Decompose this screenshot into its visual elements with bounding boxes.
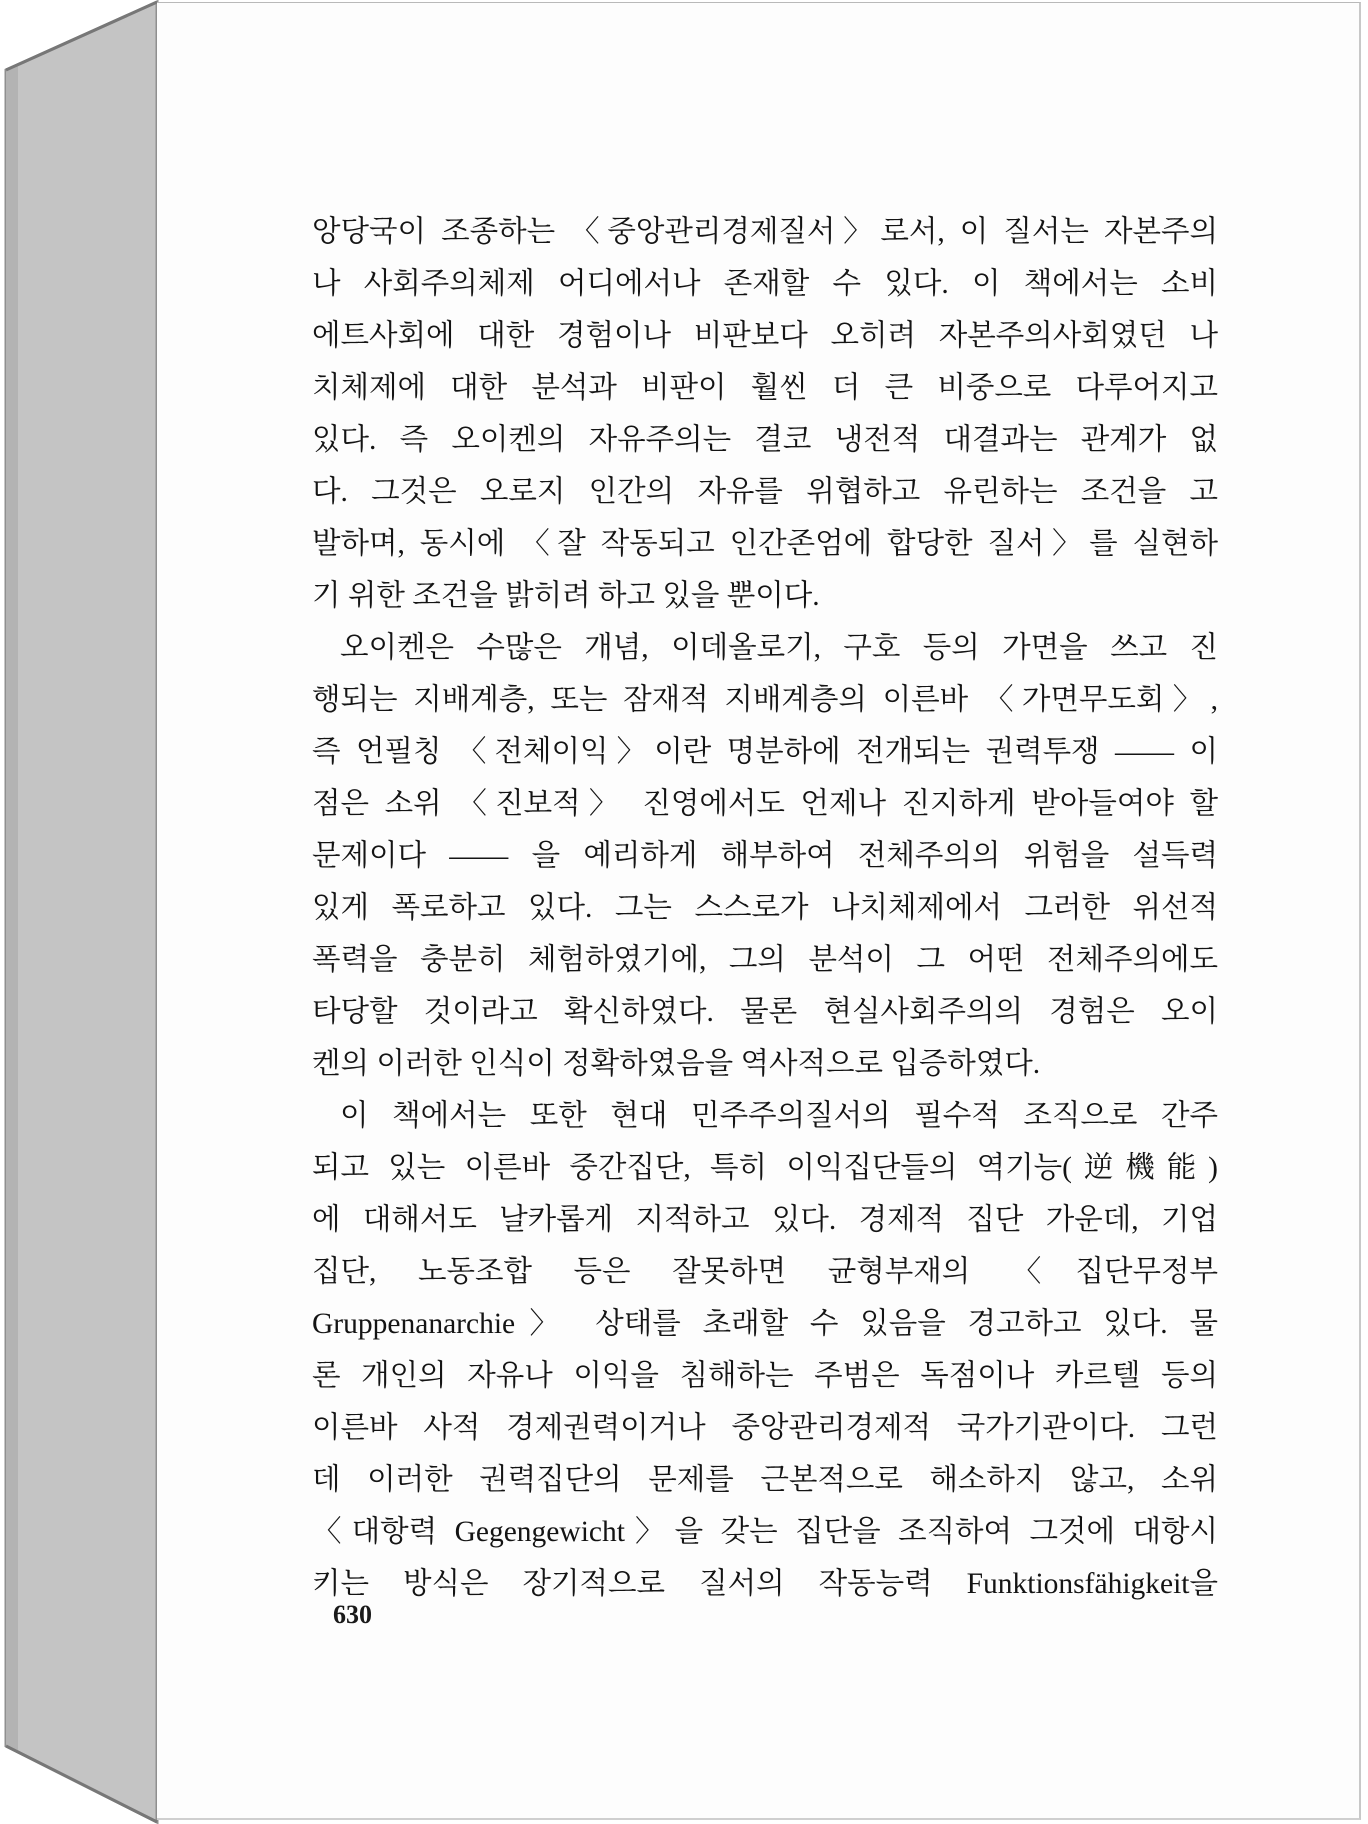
text-line: 폭력을 충분히 체험하였기에, 그의 분석이 그 어떤 전체주의에도 (312, 944, 1218, 976)
page-body-text (312, 206, 1218, 1610)
text-line: 에트사회에 대한 경험이나 비판보다 오히려 자본주의사회였던 나 (312, 320, 1218, 352)
text-line: 있게 폭로하고 있다. 그는 스스로가 나치체제에서 그러한 위선적 (312, 892, 1218, 924)
text-line: 다. 그것은 오로지 인간의 자유를 위협하고 유린하는 조건을 고 (312, 476, 1218, 508)
text-line: 집단, 노동조합 등은 잘못하면 균형부재의 〈집단무정부 (312, 1256, 1218, 1288)
text-line: 타당할 것이라고 확신하였다. 물론 현실사회주의의 경험은 오이 (312, 996, 1218, 1028)
text-line: 행되는 지배계층, 또는 잠재적 지배계층의 이른바 〈가면무도회〉, (312, 684, 1218, 716)
text-line: 켄의 이러한 인식이 정확하였음을 역사적으로 입증하였다. (312, 1048, 1041, 1080)
text-line: 즉 언필칭 〈전체이익〉이란 명분하에 전개되는 권력투쟁 —— 이 (312, 736, 1218, 768)
text-line: 이른바 사적 경제권력이거나 중앙관리경제적 국가기관이다. 그런 (312, 1412, 1218, 1444)
text-line: 되고 있는 이른바 중간집단, 특히 이익집단들의 역기능(逆機能) (312, 1152, 1218, 1184)
text-line: 데 이러한 권력집단의 문제를 근본적으로 해소하지 않고, 소위 (312, 1464, 1218, 1496)
text-line: 치체제에 대한 분석과 비판이 훨씬 더 큰 비중으로 다루어지고 (312, 372, 1218, 404)
text-line: 키는 방식은 장기적으로 질서의 작동능력 Funktionsfähigkeit을 (312, 1568, 1218, 1600)
text-line: 나 사회주의체제 어디에서나 존재할 수 있다. 이 책에서는 소비 (312, 268, 1218, 300)
text-line: 기 위한 조건을 밝히려 하고 있을 뿐이다. (312, 580, 820, 612)
text-line: 앙당국이 조종하는 〈중앙관리경제질서〉로서, 이 질서는 자본주의 (312, 216, 1218, 248)
text-line: 있다. 즉 오이켄의 자유주의는 결코 냉전적 대결과는 관계가 없 (312, 424, 1218, 456)
text-line: 이 책에서는 또한 현대 민주주의질서의 필수적 조직으로 간주 (340, 1100, 1218, 1132)
text-line: 〈대항력 Gegengewicht〉을 갖는 집단을 조직하여 그것에 대항시 (312, 1516, 1218, 1548)
text-line: 발하며, 동시에 〈잘 작동되고 인간존엄에 합당한 질서〉를 실현하 (312, 528, 1218, 560)
text-line: Gruppenanarchie〉 상태를 초래할 수 있음을 경고하고 있다. 물 (312, 1308, 1218, 1340)
text-line: 론 개인의 자유나 이익을 침해하는 주범은 독점이나 카르텔 등의 (312, 1360, 1218, 1392)
text-line: 오이켄은 수많은 개념, 이데올로기, 구호 등의 가면을 쓰고 진 (340, 632, 1218, 664)
text-line: 에 대해서도 날카롭게 지적하고 있다. 경제적 집단 가운데, 기업 (312, 1204, 1218, 1236)
book-spine-edge (0, 0, 160, 1824)
text-line: 문제이다 —— 을 예리하게 해부하여 전체주의의 위험을 설득력 (312, 840, 1218, 872)
page-number: 630 (333, 1600, 372, 1629)
text-line: 점은 소위 〈진보적〉 진영에서도 언제나 진지하게 받아들여야 할 (312, 788, 1218, 820)
